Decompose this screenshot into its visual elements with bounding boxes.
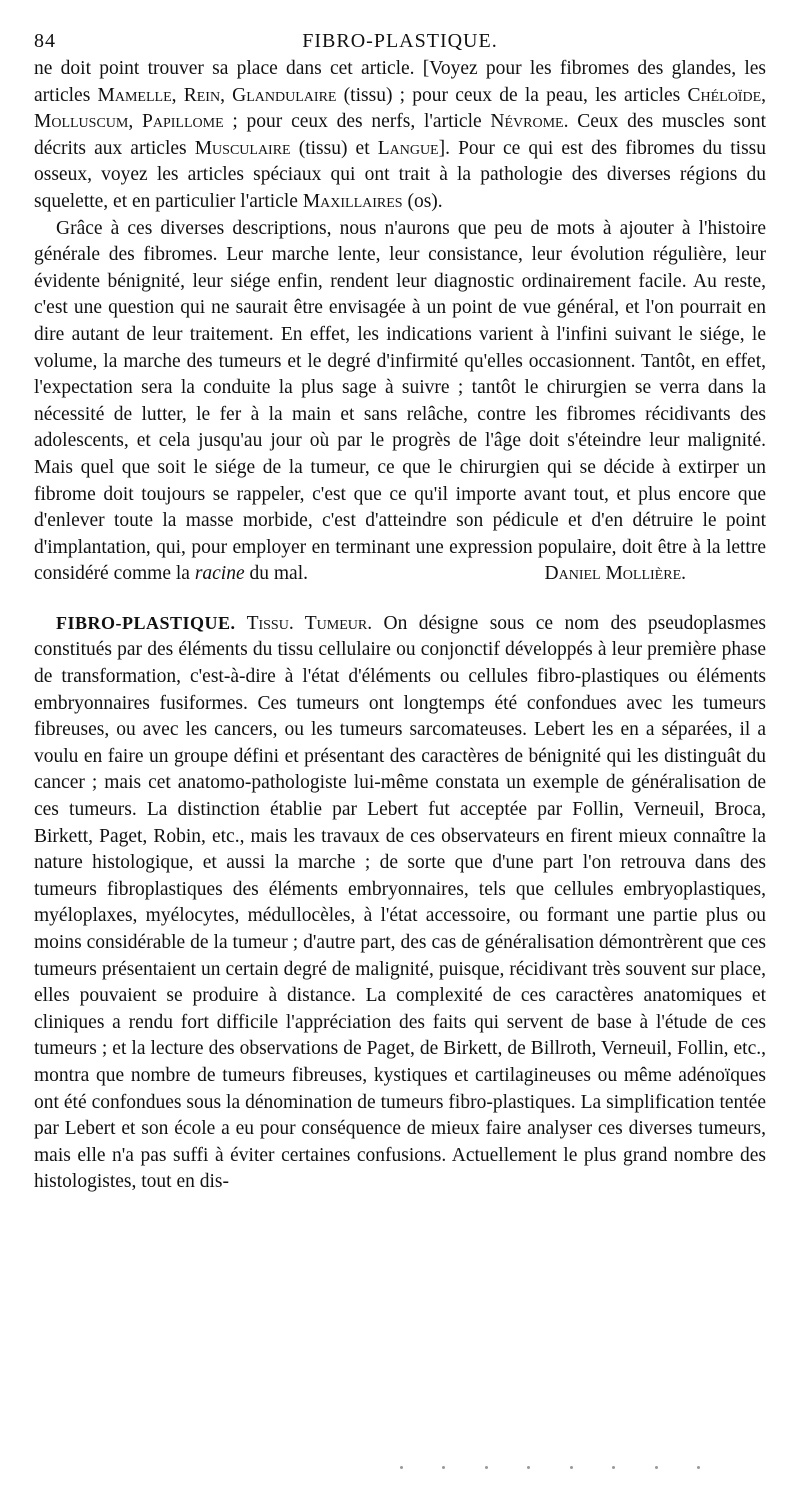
page (34, 30, 766, 1196)
running-head (34, 30, 766, 56)
speck (697, 1466, 700, 1469)
running-title: FIBRO-PLASTIQUE. (302, 30, 498, 52)
entry-fibro-plastique (34, 610, 766, 1196)
xref-papillome: Papillome (142, 111, 224, 133)
xref-mamelle: Mamelle (97, 84, 172, 106)
speck (485, 1466, 488, 1469)
speck (655, 1466, 658, 1469)
xref-rein: Rein (183, 84, 221, 106)
xref-glandulaire: Glandulaire (232, 84, 337, 106)
entry-text: On désigne sous ce nom des pseudoplasmes constitués par des éléments du tissu cellulaire ou conjonctif développés à leur première phase de transformation, c'est-à-dire à l'état d'éléments ou cellules fibro-plastiques ou éléments embryonnaires fusiformes. Ces tumeurs ont longtemps été confondues avec les tumeurs fibreuses, ou avec les cancers, ou les tumeurs sarcomateuses. Lebert les en a séparées, il a voulu en faire un groupe défini et présentant des caractères de bénignité qui les distinguât du cancer ; mais cet anatomo-pathologiste lui-même constata un exemple de généralisation de ces tumeurs. La distinction établie par Lebert fut acceptée par Follin, Verneuil, Broca, Birkett, Paget, Robin, etc., mais les travaux de ces observateurs en firent mieux connaître la nature histologique, et aussi la marche ; de sorte que d'une part l'on retrouva dans des tumeurs fibroplastiques des éléments embryonnaires, tels que cellules embryoplastiques, myéloplaxes, myélocytes, médullocèles, à l'état accessoire, ou formant une partie plus ou moins considérable de la tumeur ; d'autre part, des cas de généralisation démontrèrent que ces tumeurs présentaient un certain degré de malignité, puisque, récidivant très souvent sur place, elles pouvaient se produire à distance. La complexité de ces caractères anatomiques et cliniques a rendu fort difficile l'appréciation des faits qui servent de base à l'étude de ces tumeurs ; et la lecture des observations de Paget, de Birkett, de Billroth, Verneuil, Follin, etc., montra que nombre de tumeurs fibreuses, kystiques et cartilagineuses ou même adénoïques ont été confondues sous la dénomination de tumeurs fibro-plastiques. La simplification tentée par Lebert et son école a eu pour conséquence de mieux faire analyser ces diverses tumeurs, mais elle n'a pas suffi à éviter certaines confusions. Actuellement le plus grand nombre des histologistes, tout en dis- (34, 612, 766, 1193)
bottom-page-specks (400, 1466, 700, 1470)
entry-headword: FIBRO-PLASTIQUE. (56, 612, 236, 633)
xref-nevrome: Névrome (490, 111, 564, 133)
author-signature: Daniel Mollière. (544, 563, 686, 585)
paragraph-fibromes-references: ne doit point trouver sa place dans cet article. [Voyez pour les fibromes des glandes, les articles Mamelle, Rein, Glandulaire (tissu) ; pour ceux de la peau, les articles Chéloïde, Molluscum, Papillome ; pour ceux des nerfs, l'article Névrome. Ceux des muscles sont décrits aux articles Musculaire (tissu) et Langue]. Pour ce qui est des fibromes du tissu osseux, voyez les articles spéciaux qui ont trait à la pathologie des diverses régions du squelette, et en particulier l'article Maxillaires (os). (34, 58, 767, 212)
speck (612, 1466, 615, 1469)
xref-langue: Langue (377, 137, 439, 159)
speck (400, 1466, 403, 1469)
xref-musculaire: Musculaire (194, 137, 291, 159)
speck (527, 1466, 530, 1469)
page-number: 84 (34, 30, 56, 52)
xref-maxillaires: Maxillaires (302, 190, 403, 212)
speck (442, 1466, 445, 1469)
entry-subheads: Tissu. Tumeur. (235, 612, 384, 634)
speck (570, 1466, 573, 1469)
emphasis-racine: racine (194, 563, 245, 585)
paragraph-fibromes-general: Grâce à ces diverses descriptions, nous n'aurons que peu de mots à ajouter à l'histoire générale des fibromes. Leur marche lente, leur consistance, leur évolution régulière, leur évidente bénignité, leur siége enfin, rendent leur diagnostic ordinairement facile. Au reste, c'est une question qui ne saurait être envisagée à un point de vue général, et l'on pourrait en dire autant de leur traitement. En effet, les indications varient à l'infini suivant le siége, le volume, la marche des tumeurs et le degré d'infirmité qu'elles occasionnent. Tantôt, en effet, l'expectation sera la conduite la plus sage à suivre ; tantôt le chirurgien se verra dans la nécessité de lutter, le fer à la main et sans relâche, contre les fibromes récidivants des adolescents, et cela jusqu'au jour où par le progrès de l'âge doit s'éteindre leur malignité. Mais quel que soit le siége de la tumeur, ce que le chirurgien qui se décide à extirper un fibrome doit toujours se rappeler, c'est que ce qu'il importe avant tout, et plus encore que d'enlever toute la masse morbide, c'est d'atteindre son pédicule et d'en détruire le point d'implantation, qui, pour employer en terminant une expression populaire, doit être à la lettre considéré comme la racine du mal. Daniel Mollière. (34, 216, 766, 588)
xref-molluscum: Molluscum (34, 111, 129, 133)
xref-cheloide: Chéloïde (687, 84, 762, 106)
